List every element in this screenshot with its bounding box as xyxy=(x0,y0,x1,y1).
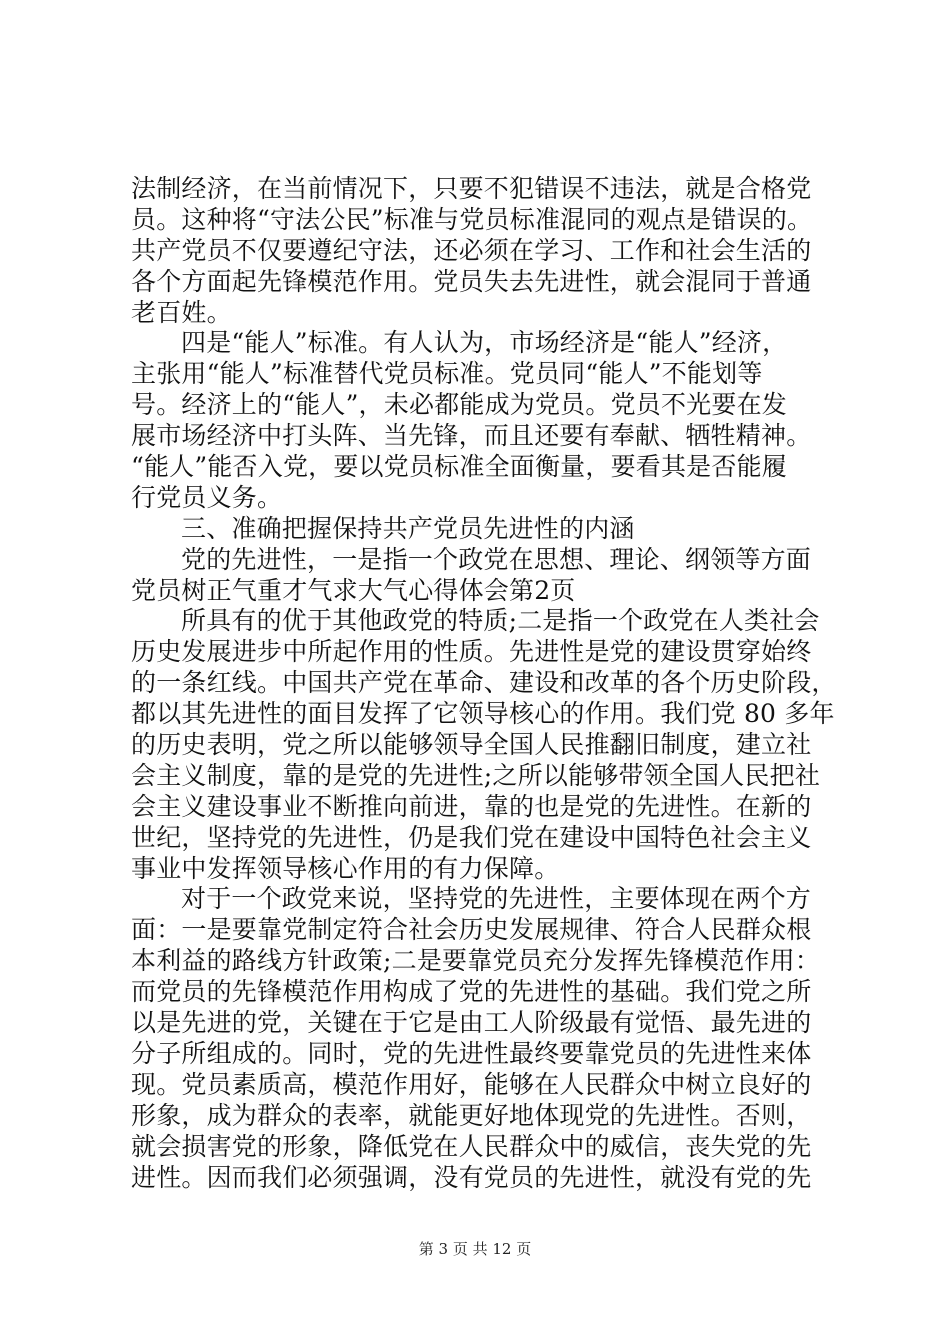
text-line: 形象，成为群众的表率，就能更好地体现党的先进性。否则， xyxy=(131,1100,812,1130)
text-line: 世纪，坚持党的先进性，仍是我们党在建设中国特色社会主义 xyxy=(131,822,812,852)
text-line: 号。经济上的“能人”，未必都能成为党员。党员不光要在发 xyxy=(131,390,787,420)
text-line: 主张用“能人”标准替代党员标准。党员同“能人”不能划等 xyxy=(131,359,763,389)
text-line: 进性。因而我们必须强调，没有党员的先进性，就没有党的先 xyxy=(131,1162,812,1192)
text-line: 对于一个政党来说，坚持党的先进性，主要体现在两个方 xyxy=(181,884,812,914)
text-line: 历史发展进步中所起作用的性质。先进性是党的建设贯穿始终 xyxy=(131,637,812,667)
text-line: 员。这种将“守法公民”标准与党员标准混同的观点是错误的。 xyxy=(131,204,813,234)
text-line: 事业中发挥领导核心作用的有力保障。 xyxy=(131,853,560,883)
text-line: 所具有的优于其他政党的特质;二是指一个政党在人类社会 xyxy=(181,606,820,636)
text-line: 法制经济，在当前情况下，只要不犯错误不违法，就是合格党 xyxy=(131,174,812,203)
text-line: 老百姓。 xyxy=(131,297,232,327)
text-line: 以是先进的党，关键在于它是由工人阶级最有觉悟、最先进的 xyxy=(131,1008,812,1038)
text-line: 各个方面起先锋模范作用。党员失去先进性，就会混同于普通 xyxy=(131,266,812,296)
text-line: 党员树正气重才气求大气心得体会第2页 xyxy=(131,575,576,605)
text-line: 会主义制度，靠的是党的先进性;之所以能够带领全国人民把社 xyxy=(131,760,821,790)
text-line: 共产党员不仅要遵纪守法，还必须在学习、工作和社会生活的 xyxy=(131,235,812,265)
text-line: 三、准确把握保持共产党员先进性的内涵 xyxy=(181,513,635,543)
text-line: 党的先进性，一是指一个政党在思想、理论、纲领等方面 xyxy=(181,544,812,574)
text-line: 而党员的先锋模范作用构成了党的先进性的基础。我们党之所 xyxy=(131,977,812,1007)
text-line: 的一条红线。中国共产党在革命、建设和改革的各个历史阶段， xyxy=(131,668,837,698)
text-line: 分子所组成的。同时，党的先进性最终要靠党员的先进性来体 xyxy=(131,1038,812,1068)
document-body xyxy=(131,174,851,1193)
text-line: 都以其先进性的面目发挥了它领导核心的作用。我们党 80 多年 xyxy=(131,699,835,729)
text-line: 的历史表明，党之所以能够领导全国人民推翻旧制度，建立社 xyxy=(131,730,812,760)
text-line: 行党员义务。 xyxy=(131,482,283,512)
text-line: “能人”能否入党，要以党员标准全面衡量，要看其是否能履 xyxy=(131,452,787,482)
page-footer: 第 3 页 共 12 页 xyxy=(418,1240,532,1258)
text-line: 会主义建设事业不断推向前进，靠的也是党的先进性。在新的 xyxy=(131,791,812,821)
text-line: 现。党员素质高，模范作用好，能够在人民群众中树立良好的 xyxy=(131,1069,812,1099)
text-line: 面：一是要靠党制定符合社会历史发展规律、符合人民群众根 xyxy=(131,915,812,945)
text-line: 四是“能人”标准。有人认为，市场经济是“能人”经济， xyxy=(181,328,788,358)
text-line: 本利益的路线方针政策;二是要靠党员充分发挥先锋模范作用： xyxy=(131,946,821,976)
text-line: 展市场经济中打头阵、当先锋，而且还要有奉献、牺牲精神。 xyxy=(131,421,812,451)
text-line: 就会损害党的形象，降低党在人民群众中的威信，丧失党的先 xyxy=(131,1131,812,1161)
